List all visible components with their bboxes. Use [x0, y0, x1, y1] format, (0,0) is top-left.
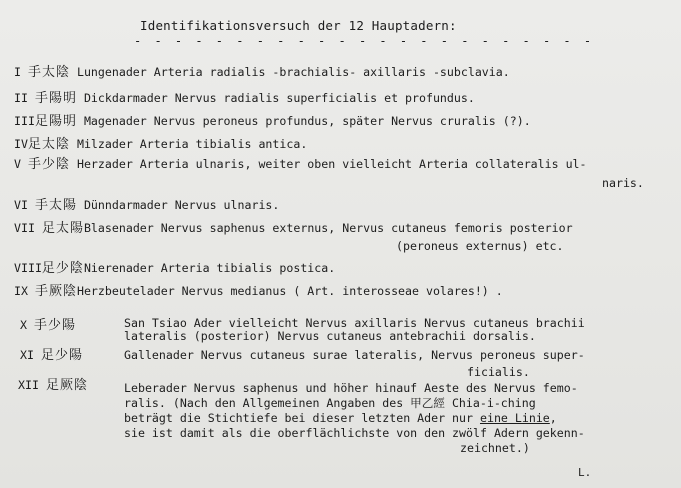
entry-xi — [20, 349, 83, 362]
entry-xi-text: Gallenader Nervus cutaneus surae lateralis, Nervus peroneus super- — [124, 348, 585, 362]
footer-mark: L. — [578, 466, 592, 479]
entry-ix — [14, 285, 503, 298]
entry-number: III — [14, 114, 35, 128]
entry-number: VI — [14, 198, 28, 212]
entry-vii-continuation: (peroneus externus) etc. — [396, 239, 564, 253]
entry-vii — [14, 222, 573, 235]
entry-number: X — [20, 318, 27, 332]
entry-number: VII — [14, 221, 35, 235]
entry-xii-text — [124, 381, 585, 456]
entry-number: I — [14, 65, 21, 79]
entry-v-continuation: naris. — [602, 176, 644, 190]
entry-chinese-name: 手少陰 — [27, 157, 70, 172]
entry-number: V — [14, 157, 21, 171]
entry-text: beträgt die Stichtiefe bei dieser letzten Ader nur — [124, 411, 480, 425]
entry-number: VIII — [14, 261, 42, 275]
entry-chinese-name: 手厥陰 — [34, 284, 77, 299]
entry-chinese-name: 足厥陰 — [45, 378, 88, 393]
entry-chinese-name: 足陽明 — [34, 114, 77, 129]
entry-text: Herzader Arteria ulnaris, weiter oben vielleicht Arteria collateralis ul- — [76, 157, 587, 171]
entry-number: IV — [14, 137, 28, 151]
entry-chinese-name: 足太陰 — [27, 137, 70, 152]
emphasis-underlined: eine Linie — [479, 411, 550, 425]
entry-text: Blasenader Nervus saphenus externus, Nervus cutaneus femoris posterior — [83, 221, 573, 235]
entry-text: Herzbeutelader Nervus medianus ( Art. interosseae volares!) . — [76, 284, 503, 298]
entry-number: IX — [14, 284, 28, 298]
entry-xii — [18, 379, 88, 392]
entry-chinese-name: 手少陽 — [33, 318, 76, 333]
entry-chinese-name: 手太陰 — [27, 65, 70, 80]
entry-chinese-name: 足少陽 — [40, 348, 83, 363]
entry-text: Leberader Nervus saphenus und höher hinauf Aeste des Nervus femo- — [124, 381, 578, 395]
entry-text: Dickdarmader Nervus radialis superficialis et profundus. — [83, 91, 475, 105]
entry-chinese-name: 足少陰 — [41, 261, 84, 276]
entry-text-line — [124, 411, 585, 426]
entry-text: Dünndarmader Nervus ulnaris. — [83, 198, 280, 212]
entry-text: lateralis (posterior) Nervus cutaneus antebrachii dorsalis. — [124, 329, 536, 343]
entry-text: sie ist damit als die oberflächlichste von den zwölf Adern gekenn- — [124, 426, 585, 440]
entry-viii — [14, 262, 335, 275]
entry-xi-continuation: ficialis. — [467, 365, 530, 379]
entry-text: Nierenader Arteria tibialis postica. — [83, 261, 336, 275]
entry-vi — [14, 199, 279, 212]
entry-chinese-name: 足太陽 — [41, 221, 84, 236]
entry-text: Magenader Nervus peroneus profundus, später Nervus cruralis (?). — [83, 114, 531, 128]
entry-text: ralis. (Nach den Allgemeinen Angaben des 甲乙經 Chia-i-ching — [124, 396, 536, 410]
entry-number: II — [14, 91, 28, 105]
entry-text: Milzader Arteria tibialis antica. — [76, 137, 308, 151]
entry-chinese-name: 手太陽 — [34, 198, 77, 213]
entry-iii — [14, 115, 531, 128]
entry-ii — [14, 92, 475, 105]
title-underline: - - - - - - - - - - - - - - - - - - - - - - - — [134, 34, 595, 48]
entry-chinese-name: 手陽明 — [34, 91, 77, 106]
punctuation: , — [549, 411, 557, 425]
entry-number: XI — [20, 348, 34, 362]
entry-text: San Tsiao Ader vielleicht Nervus axillaris Nervus cutaneus brachii — [124, 316, 585, 330]
entry-text: zeichnet.) — [460, 441, 530, 455]
entry-v — [14, 158, 587, 171]
entry-i — [14, 66, 510, 79]
entry-x — [20, 319, 76, 332]
entry-x-text — [124, 317, 585, 343]
entry-number: XII — [18, 378, 39, 392]
page-title: Identifikationsversuch der 12 Hauptadern: — [140, 18, 457, 33]
entry-text: Lungenader Arteria radialis -brachialis- axillaris -subclavia. — [76, 65, 510, 79]
entry-iv — [14, 138, 307, 151]
